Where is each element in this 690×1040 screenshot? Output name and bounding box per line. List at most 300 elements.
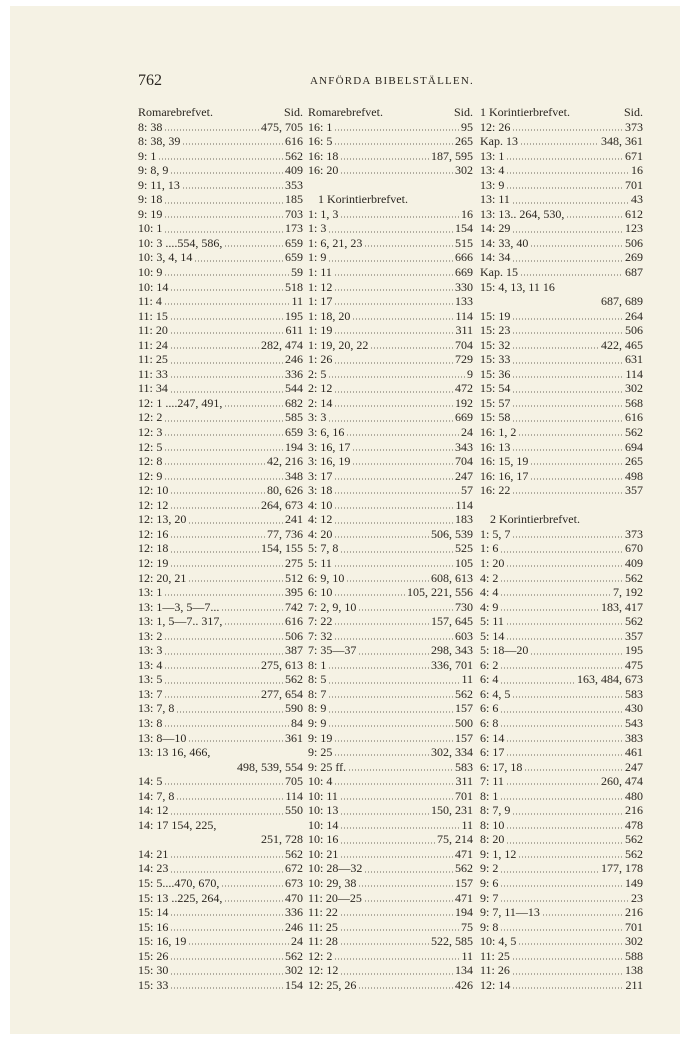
page-refs: 562 — [285, 148, 303, 163]
index-entry — [308, 120, 473, 135]
index-entry — [138, 221, 303, 236]
dot-leader — [170, 507, 259, 509]
page-refs: 471 — [455, 890, 473, 905]
verse-ref: 15: 33 — [480, 352, 511, 367]
index-entry — [480, 396, 643, 411]
verse-ref: 3: 16, 19 — [308, 454, 351, 469]
index-entry — [480, 934, 643, 949]
page-refs: 298, 343 — [431, 643, 473, 658]
verse-ref: 1: 11 — [308, 265, 332, 280]
page-refs: 246 — [285, 919, 303, 934]
dot-leader — [158, 158, 283, 160]
verse-ref: 1: 1, 3 — [308, 206, 339, 221]
page-refs: 302 — [455, 163, 473, 178]
index-entry — [138, 818, 303, 833]
verse-ref: 9: 8 — [480, 919, 499, 934]
dot-leader — [530, 653, 623, 655]
page-refs: 631 — [625, 352, 643, 367]
dot-leader — [334, 492, 459, 494]
dot-leader — [164, 638, 283, 640]
dot-leader — [334, 362, 453, 364]
section-title: 1 Korintierbrefvet. — [480, 105, 570, 119]
index-entry — [308, 556, 473, 571]
index-entry — [138, 905, 303, 920]
dot-leader — [334, 478, 453, 480]
verse-ref: 16: 1, 2 — [480, 425, 517, 440]
index-entry — [308, 280, 473, 295]
dot-leader — [340, 216, 459, 218]
verse-ref: 13: 7, 8 — [138, 701, 175, 716]
dot-leader — [188, 522, 283, 524]
page-refs: 177, 178 — [601, 861, 643, 876]
dot-leader — [170, 813, 283, 815]
dot-leader — [506, 187, 623, 189]
verse-ref: 9: 7, 11—13 — [480, 905, 540, 920]
page-refs: 23 — [631, 890, 643, 905]
dot-leader — [506, 842, 623, 844]
verse-ref: 14: 34 — [480, 250, 511, 265]
verse-ref: 9: 7 — [480, 890, 499, 905]
dot-leader — [542, 914, 623, 916]
verse-ref: 7: 22 — [308, 614, 333, 629]
index-entry — [480, 658, 643, 673]
dot-leader — [348, 769, 453, 771]
page-refs: 506 — [285, 628, 303, 643]
index-entry — [480, 440, 643, 455]
page-refs: 383 — [625, 730, 643, 745]
index-entry — [480, 265, 643, 280]
page-refs: 11 — [461, 672, 473, 687]
section-title: 2 Korintierbrefvet. — [490, 512, 580, 527]
page-refs: 701 — [455, 788, 473, 803]
index-column-3 — [480, 105, 643, 992]
index-entry — [308, 716, 473, 731]
verse-ref: 15: 57 — [480, 395, 511, 410]
index-entry — [138, 527, 303, 542]
verse-ref: 10: 1 — [138, 221, 163, 236]
dot-leader — [506, 172, 629, 174]
page-refs: 138 — [625, 963, 643, 978]
verse-ref: 8: 7, 9 — [480, 803, 511, 818]
page-refs: 742 — [285, 599, 303, 614]
dot-leader — [512, 958, 623, 960]
verse-ref: 10: 14 — [308, 817, 339, 832]
dot-leader — [170, 551, 259, 553]
dot-leader — [500, 609, 599, 611]
index-entry — [308, 469, 473, 484]
dot-leader — [164, 303, 290, 305]
dot-leader — [346, 580, 429, 582]
dot-leader — [364, 900, 453, 902]
dot-leader — [340, 856, 453, 858]
page-refs: 185 — [285, 192, 303, 207]
page-refs: 154 — [285, 977, 303, 992]
page-refs: 348 — [285, 468, 303, 483]
page-refs: 114 — [455, 497, 473, 512]
verse-ref: 8: 38 — [138, 119, 163, 134]
page-refs: 75 — [461, 919, 473, 934]
verse-ref: 15: 36 — [480, 366, 511, 381]
index-entry — [138, 541, 303, 556]
index-entry — [138, 469, 303, 484]
page-refs: 123 — [625, 221, 643, 236]
verse-ref: 15: 4, 13, 11 16 — [480, 279, 555, 294]
page-refs: 422, 465 — [601, 337, 643, 352]
dot-leader — [334, 129, 459, 131]
page-refs: 562 — [625, 425, 643, 440]
index-entry — [308, 250, 473, 265]
verse-ref: 4: 2 — [480, 570, 499, 585]
index-entry — [480, 920, 643, 935]
page-refs: 544 — [285, 381, 303, 396]
index-entry — [480, 250, 643, 265]
dot-leader — [170, 871, 283, 873]
page-refs: 216 — [625, 905, 643, 920]
page-refs: 704 — [455, 454, 473, 469]
dot-leader — [530, 478, 623, 480]
page-refs: 525 — [455, 541, 473, 556]
dot-leader — [500, 900, 629, 902]
page-refs: 669 — [455, 265, 473, 280]
dot-leader — [500, 580, 623, 582]
verse-ref: 5: 11 — [308, 555, 332, 570]
verse-ref: 12: 13, 20 — [138, 512, 187, 527]
index-entry — [308, 614, 473, 629]
verse-ref: 13: 13 16, 466, — [138, 745, 211, 760]
index-entry — [308, 541, 473, 556]
dot-leader — [164, 696, 259, 698]
verse-ref: 4: 20 — [308, 526, 333, 541]
verse-ref: 10: 16 — [308, 832, 339, 847]
page-refs: 9 — [467, 366, 473, 381]
index-entry — [308, 440, 473, 455]
index-entry — [308, 978, 473, 993]
dot-leader — [500, 871, 599, 873]
dot-leader — [518, 856, 623, 858]
index-entry — [138, 949, 303, 964]
index-entry — [138, 920, 303, 935]
dot-leader — [512, 362, 623, 364]
dot-leader — [340, 798, 453, 800]
page-refs: 361 — [285, 730, 303, 745]
index-entry — [480, 687, 643, 702]
index-entry — [308, 498, 473, 513]
verse-ref: 12: 26 — [480, 119, 511, 134]
page-refs: 562 — [455, 861, 473, 876]
section-title: Romarebrefvet. — [308, 105, 383, 119]
column-header — [308, 105, 473, 120]
verse-ref: 1: 9 — [308, 250, 327, 265]
page-refs: 57 — [461, 483, 473, 498]
verse-ref: 3: 16, 17 — [308, 439, 351, 454]
page-refs: 157 — [455, 875, 473, 890]
page-refs: 659 — [285, 235, 303, 250]
index-entry — [308, 789, 473, 804]
page-refs: 682 — [285, 395, 303, 410]
verse-ref: 13: 2 — [138, 628, 163, 643]
verse-ref: 15: 33 — [138, 977, 169, 992]
verse-ref: 6: 4, 5 — [480, 686, 511, 701]
index-entry — [480, 425, 643, 440]
page-refs: 515 — [455, 235, 473, 250]
verse-ref: Kap. 15 — [480, 265, 518, 280]
dot-leader — [182, 143, 283, 145]
verse-ref: 16: 18 — [308, 148, 339, 163]
verse-ref: 7: 32 — [308, 628, 333, 643]
dot-leader — [328, 711, 453, 713]
dot-leader — [334, 274, 453, 276]
page-refs: 80, 626 — [267, 483, 303, 498]
dot-leader — [340, 813, 429, 815]
index-entry — [308, 934, 473, 949]
dot-leader — [221, 609, 283, 611]
page-refs: 373 — [625, 119, 643, 134]
index-entry — [480, 789, 643, 804]
dot-leader — [512, 696, 623, 698]
index-entry — [138, 731, 303, 746]
page-refs: 24 — [461, 425, 473, 440]
dot-leader — [170, 332, 284, 334]
index-entry — [138, 250, 303, 265]
dot-leader — [340, 158, 429, 160]
index-entry — [138, 425, 303, 440]
index-entry — [308, 207, 473, 222]
dot-leader — [170, 318, 283, 320]
verse-ref: 10: 4 — [308, 774, 333, 789]
dot-leader — [170, 856, 283, 858]
page-refs: 348, 361 — [601, 134, 643, 149]
verse-ref: 15: 14 — [138, 905, 169, 920]
index-entry — [308, 745, 473, 760]
index-entry — [480, 192, 643, 207]
dot-leader — [500, 667, 623, 669]
page-refs: 16 — [461, 206, 473, 221]
index-column-1 — [138, 105, 303, 992]
dot-leader — [506, 158, 623, 160]
verse-ref: 3: 6, 16 — [308, 425, 345, 440]
page-refs: 426 — [455, 977, 473, 992]
page-refs: 75, 214 — [437, 832, 473, 847]
dot-leader — [224, 245, 283, 247]
verse-ref: 12: 2 — [308, 948, 333, 963]
verse-ref: 14: 21 — [138, 846, 169, 861]
verse-ref: 5: 11 — [480, 614, 504, 629]
running-head: ANFÖRDA BIBELSTÄLLEN. — [310, 75, 474, 87]
index-entry — [480, 163, 643, 178]
index-entry — [480, 483, 643, 498]
index-entry — [480, 338, 643, 353]
page-refs: 518 — [285, 279, 303, 294]
verse-ref: 15: 13 ..225, 264, — [138, 890, 223, 905]
index-entry — [480, 629, 643, 644]
verse-ref: 8: 5 — [308, 672, 327, 687]
verse-ref: 8: 20 — [480, 832, 505, 847]
dot-leader — [334, 536, 429, 538]
dot-leader — [340, 827, 459, 829]
verse-ref: 10: 13 — [308, 803, 339, 818]
index-entry — [308, 920, 473, 935]
page-refs: 498, 539, 554 — [237, 759, 303, 774]
dot-leader — [512, 492, 623, 494]
verse-ref: 10: 3, 4, 14 — [138, 250, 193, 265]
verse-ref: 12: 16 — [138, 526, 169, 541]
page-refs: 506 — [625, 323, 643, 338]
page-refs: 343 — [455, 439, 473, 454]
index-entry — [138, 309, 303, 324]
page-refs: 694 — [625, 439, 643, 454]
dot-leader — [164, 420, 283, 422]
index-entry — [308, 687, 473, 702]
verse-ref: 4: 10 — [308, 497, 333, 512]
verse-ref: 1: 20 — [480, 555, 505, 570]
page-refs: 471 — [455, 846, 473, 861]
verse-ref: 14: 7, 8 — [138, 788, 175, 803]
page-refs: 506 — [625, 235, 643, 250]
page-refs: 568 — [625, 395, 643, 410]
index-entry — [480, 381, 643, 396]
verse-ref: 6: 2 — [480, 657, 499, 672]
dot-leader — [506, 783, 599, 785]
page-refs: 701 — [625, 919, 643, 934]
dot-leader — [328, 725, 453, 727]
dot-leader — [164, 667, 259, 669]
index-entry — [308, 643, 473, 658]
page-refs: 265 — [455, 134, 473, 149]
page-refs: 461 — [625, 745, 643, 760]
page-refs: 612 — [625, 206, 643, 221]
index-entry — [308, 963, 473, 978]
verse-ref: 15: 16 — [138, 919, 169, 934]
dot-leader — [518, 434, 623, 436]
index-entry — [480, 832, 643, 847]
index-entry — [138, 847, 303, 862]
verse-ref: 2: 14 — [308, 395, 333, 410]
verse-ref: 11: 15 — [138, 308, 168, 323]
verse-ref: 13: 7 — [138, 686, 163, 701]
page-refs: 701 — [625, 177, 643, 192]
dot-leader — [170, 958, 283, 960]
page-refs: 659 — [285, 250, 303, 265]
verse-ref: 3: 3 — [308, 410, 327, 425]
dot-leader — [512, 420, 623, 422]
index-entry — [308, 832, 473, 847]
verse-ref: 14: 17 154, 225, — [138, 817, 217, 832]
dot-leader — [364, 245, 453, 247]
index-entry — [308, 861, 473, 876]
verse-ref: 13: 4 — [138, 657, 163, 672]
page-refs: 616 — [285, 614, 303, 629]
dot-leader — [512, 129, 623, 131]
page-refs: 42, 216 — [267, 454, 303, 469]
page-refs: 173 — [285, 221, 303, 236]
page-refs: 498 — [625, 468, 643, 483]
dot-leader — [512, 987, 623, 989]
index-entry — [480, 818, 643, 833]
dot-leader — [176, 798, 283, 800]
index-entry — [138, 803, 303, 818]
page-refs: 187, 595 — [431, 148, 473, 163]
index-entry — [308, 352, 473, 367]
dot-leader — [364, 871, 453, 873]
dot-leader — [170, 987, 283, 989]
page-refs: 512 — [285, 570, 303, 585]
page-refs: 430 — [625, 701, 643, 716]
verse-ref: 10: 14 — [138, 279, 169, 294]
index-entry — [138, 367, 303, 382]
verse-ref: 8: 7 — [308, 686, 327, 701]
page-refs: 562 — [285, 672, 303, 687]
page-refs: 590 — [285, 701, 303, 716]
verse-ref: 9: 19 — [308, 730, 333, 745]
section-title: 1 Korintierbrefvet. — [318, 192, 408, 207]
verse-ref: 6: 10 — [308, 585, 333, 600]
verse-ref: 1: 19, 20, 22 — [308, 337, 369, 352]
dot-leader — [170, 973, 283, 975]
index-entry — [138, 134, 303, 149]
page-refs: 669 — [455, 410, 473, 425]
dot-leader — [512, 318, 623, 320]
index-entry — [138, 396, 303, 411]
verse-ref: 11: 34 — [138, 381, 168, 396]
index-entry — [308, 774, 473, 789]
dot-leader — [170, 362, 283, 364]
dot-leader — [500, 725, 623, 727]
index-entry-continuation — [138, 760, 303, 775]
verse-ref: 16: 5 — [308, 134, 333, 149]
index-entry — [308, 818, 473, 833]
dot-leader — [164, 216, 283, 218]
page-refs: 302 — [625, 381, 643, 396]
index-entry — [308, 949, 473, 964]
page-refs: 11 — [461, 817, 473, 832]
index-entry — [138, 687, 303, 702]
index-entry — [308, 658, 473, 673]
page-refs: 311 — [455, 323, 473, 338]
index-entry — [138, 410, 303, 425]
verse-ref: 13: 8—10 — [138, 730, 187, 745]
dot-leader — [500, 711, 623, 713]
index-entry — [308, 265, 473, 280]
verse-ref: 10: 3 ....554, 586, — [138, 235, 223, 250]
dot-leader — [164, 129, 259, 131]
verse-ref: 9: 2 — [480, 861, 499, 876]
index-entry — [308, 309, 473, 324]
verse-ref: 14: 12 — [138, 803, 169, 818]
dot-leader — [334, 405, 453, 407]
dot-leader — [188, 740, 283, 742]
verse-ref: 11: 26 — [480, 963, 510, 978]
page-refs: 562 — [625, 614, 643, 629]
dot-leader — [358, 885, 453, 887]
index-entry — [308, 629, 473, 644]
verse-ref: 11: 25 — [480, 948, 510, 963]
verse-ref: 13: 1—3, 5—7... — [138, 599, 220, 614]
verse-ref: 1: 18, 20 — [308, 308, 351, 323]
dot-leader — [334, 332, 453, 334]
verse-ref: 11: 20 — [138, 323, 168, 338]
verse-ref: 7: 35—37 — [308, 643, 357, 658]
verse-ref: 8: 9 — [308, 701, 327, 716]
verse-ref: 5: 14 — [480, 628, 505, 643]
dot-leader — [224, 623, 283, 625]
index-entry — [480, 120, 643, 135]
verse-ref: 9: 6 — [480, 875, 499, 890]
dot-leader — [194, 260, 283, 262]
page-refs: 478 — [625, 817, 643, 832]
index-entry — [138, 658, 303, 673]
dot-leader — [524, 769, 623, 771]
dot-leader — [170, 565, 283, 567]
